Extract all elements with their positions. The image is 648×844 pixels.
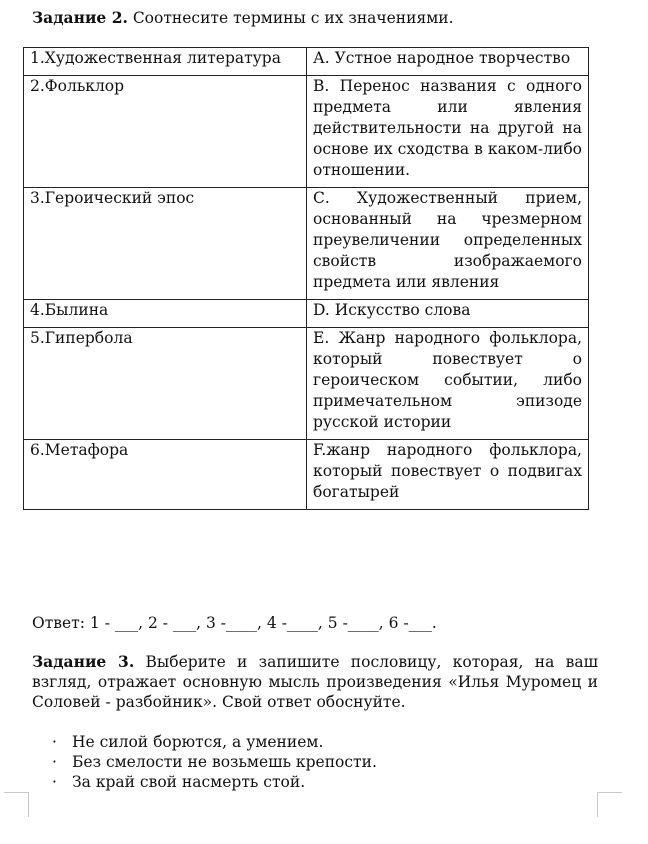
task2-label: Задание 2. <box>32 8 128 27</box>
answer-line: Ответ: 1 - ___, 2 - ___, 3 -____, 4 -____, 5 -____, 6 -___. <box>32 614 437 632</box>
table-row <box>24 328 589 440</box>
proverb-list <box>52 732 377 792</box>
definition-cell: F.жанр народного фольклора, который повествует о подвигах богатырей <box>307 440 589 510</box>
list-item <box>52 772 377 792</box>
proverb-text: Не силой борются, а умением. <box>72 733 324 751</box>
table-row <box>24 76 589 188</box>
term-cell: 3.Героический эпос <box>24 188 307 300</box>
task2-instruction: Соотнесите термины с их значениями. <box>127 9 454 27</box>
term-cell: 4.Былина <box>24 300 307 328</box>
term-cell: 2.Фольклор <box>24 76 307 188</box>
term-cell: 5.Гипербола <box>24 328 307 440</box>
page-corner-marker-right <box>597 792 622 817</box>
proverb-text: За край свой насмерть стой. <box>72 773 306 791</box>
proverb-text: Без смелости не возьмешь крепости. <box>72 753 377 771</box>
table-row <box>24 440 589 510</box>
bullet-icon: · <box>52 773 57 791</box>
task3-instruction: Выберите и запишите пословицу, которая, на ваш взгляд, отражает основную мысль произведения «Илья Муромец и Соловей - разбойник». Свой ответ обоснуйте. <box>32 653 598 711</box>
table-row <box>24 188 589 300</box>
term-cell: 6.Метафора <box>24 440 307 510</box>
definition-cell: D. Искусство слова <box>307 300 589 328</box>
bullet-icon: · <box>52 753 57 771</box>
definition-cell: E. Жанр народного фольклора, который повествует о героическом событии, либо примечательном эпизоде русской истории <box>307 328 589 440</box>
page-corner-marker-left <box>4 792 29 817</box>
table-row <box>24 300 589 328</box>
task3-label: Задание 3. <box>32 652 135 671</box>
list-item <box>52 732 377 752</box>
term-cell: 1.Художественная литература <box>24 48 307 76</box>
task3-paragraph <box>32 652 598 712</box>
list-item <box>52 752 377 772</box>
definition-cell: А. Устное народное творчество <box>307 48 589 76</box>
task2-heading <box>32 8 622 28</box>
table-row <box>24 48 589 76</box>
terms-matching-table <box>23 47 589 510</box>
definition-cell: B. Перенос названия с одного предмета или явления действительности на другой на основе их сходства в каком-либо отношении. <box>307 76 589 188</box>
bullet-icon: · <box>52 733 57 751</box>
definition-cell: С. Художественный прием, основанный на чрезмерном преувеличении определенных свойств изображаемого предмета или явления <box>307 188 589 300</box>
